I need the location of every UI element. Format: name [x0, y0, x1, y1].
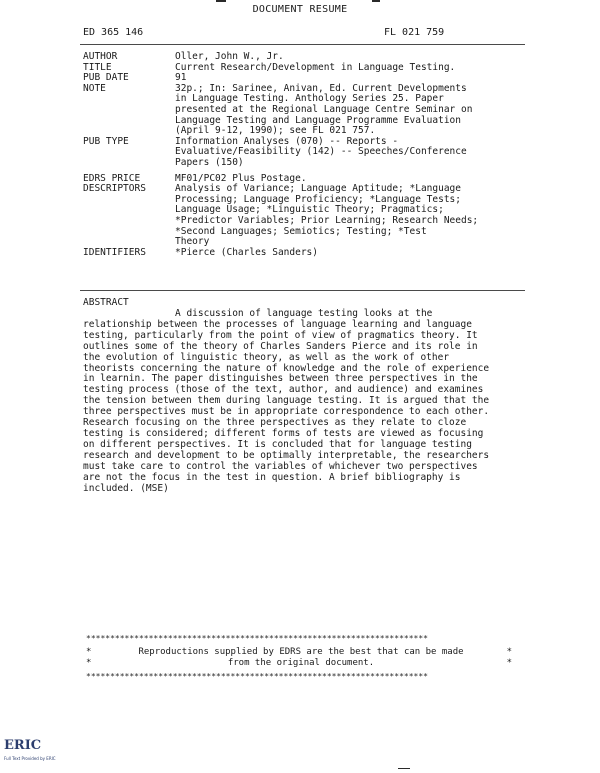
abstract-text: A discussion of language testing looks at the relationship between the processes of language learning and language testing, particularly from the point of view of pragmatics theory. It outlines some of the theory of Charles Sanders Pierce and its role in the evolution of linguistic theory, as well as the work of other theorists concerning the nature of knowledge and the role of experience in learnin. The paper distinguishes between three perspectives in the testing process (those of the text, author, and audience) and examines the tension between them during language testing. It is argued that the three perspectives must be in appropriate correspondence to each other. Research focusing on the three perspectives as they relate to cloze testing is considered; different forms of tests are viewed as focusing on different perspectives. It is concluded that for language testing research and development to be optimally interpretable, the researchers must take care to control the variables of whichever two perspectives are not the focus in the test in question. A brief bibliography is included. (MSE) — [83, 308, 490, 494]
field-value: Information Analyses (070) -- Reports - Evaluative/Feasibility (142) -- Speeches/Conference Papers (150) — [175, 135, 467, 168]
field-label: TITLE — [83, 61, 112, 73]
eric-logo-subtext: Full Text Provided by ERIC — [4, 756, 56, 761]
ed-number: ED 365 146 — [83, 27, 144, 38]
star-right: * — [506, 647, 512, 657]
repro-line-2: from the original document. — [227, 658, 375, 668]
field-label: NOTE — [83, 82, 106, 94]
field-identifiers — [83, 248, 523, 259]
field-note — [83, 84, 523, 137]
field-value: MF01/PC02 Plus Postage. — [175, 172, 307, 184]
star-rule-top: *********************************************************************** — [86, 634, 428, 643]
field-label: EDRS PRICE — [83, 172, 141, 184]
field-label: IDENTIFIERS — [83, 246, 146, 258]
field-pub-type — [83, 137, 523, 169]
bibliographic-fields — [83, 52, 523, 258]
field-author — [83, 52, 523, 63]
eric-logo-text: ERIC — [4, 738, 42, 753]
field-value: Current Research/Development in Language Testing. — [175, 61, 456, 73]
star-left: * — [86, 647, 92, 657]
field-title — [83, 63, 523, 74]
field-label: PUB TYPE — [83, 135, 129, 147]
field-label: AUTHOR — [83, 51, 118, 62]
field-value: *Pierce (Charles Sanders) — [175, 246, 318, 258]
fields-rule — [80, 290, 525, 291]
field-label: DESCRIPTORS — [83, 183, 146, 195]
field-value: Oller, John W., Jr. — [175, 51, 284, 62]
header-rule — [80, 44, 525, 45]
scan-mark-top-right — [372, 0, 380, 2]
scan-mark-bottom — [398, 768, 410, 769]
eric-logo — [4, 728, 56, 766]
star-left: * — [86, 658, 92, 668]
reproduction-notice — [86, 647, 516, 669]
field-descriptors — [83, 184, 523, 248]
abstract-label: ABSTRACT — [83, 297, 129, 308]
star-right: * — [506, 658, 512, 668]
star-rule-bottom: *********************************************************************** — [86, 672, 428, 681]
scan-mark-top — [216, 0, 226, 2]
fl-number: FL 021 759 — [384, 27, 445, 38]
field-value: 91 — [175, 72, 187, 84]
field-value: 32p.; In: Sarinee, Anivan, Ed. Current Developments in Language Testing. Anthology Series 25. Paper presented at the Regional Language Centre Seminar on Language Testing and Language Programme Evaluation (April 9-12, 1990); see FL 021 757. — [175, 82, 473, 137]
repro-line-1: Reproductions supplied by EDRS are the best that can be made — [138, 647, 464, 657]
field-label: PUB DATE — [83, 72, 129, 84]
document-title: DOCUMENT RESUME — [252, 4, 348, 15]
field-value: Analysis of Variance; Language Aptitude; *Language Processing; Language Proficiency; *Language Tests; Language Usage; *Linguistic Theory; Pragmatics; *Predictor Variables; Prior Learning; Research Needs; *Second Languages; Semiotics; Testing; *Test Theory — [175, 183, 479, 248]
